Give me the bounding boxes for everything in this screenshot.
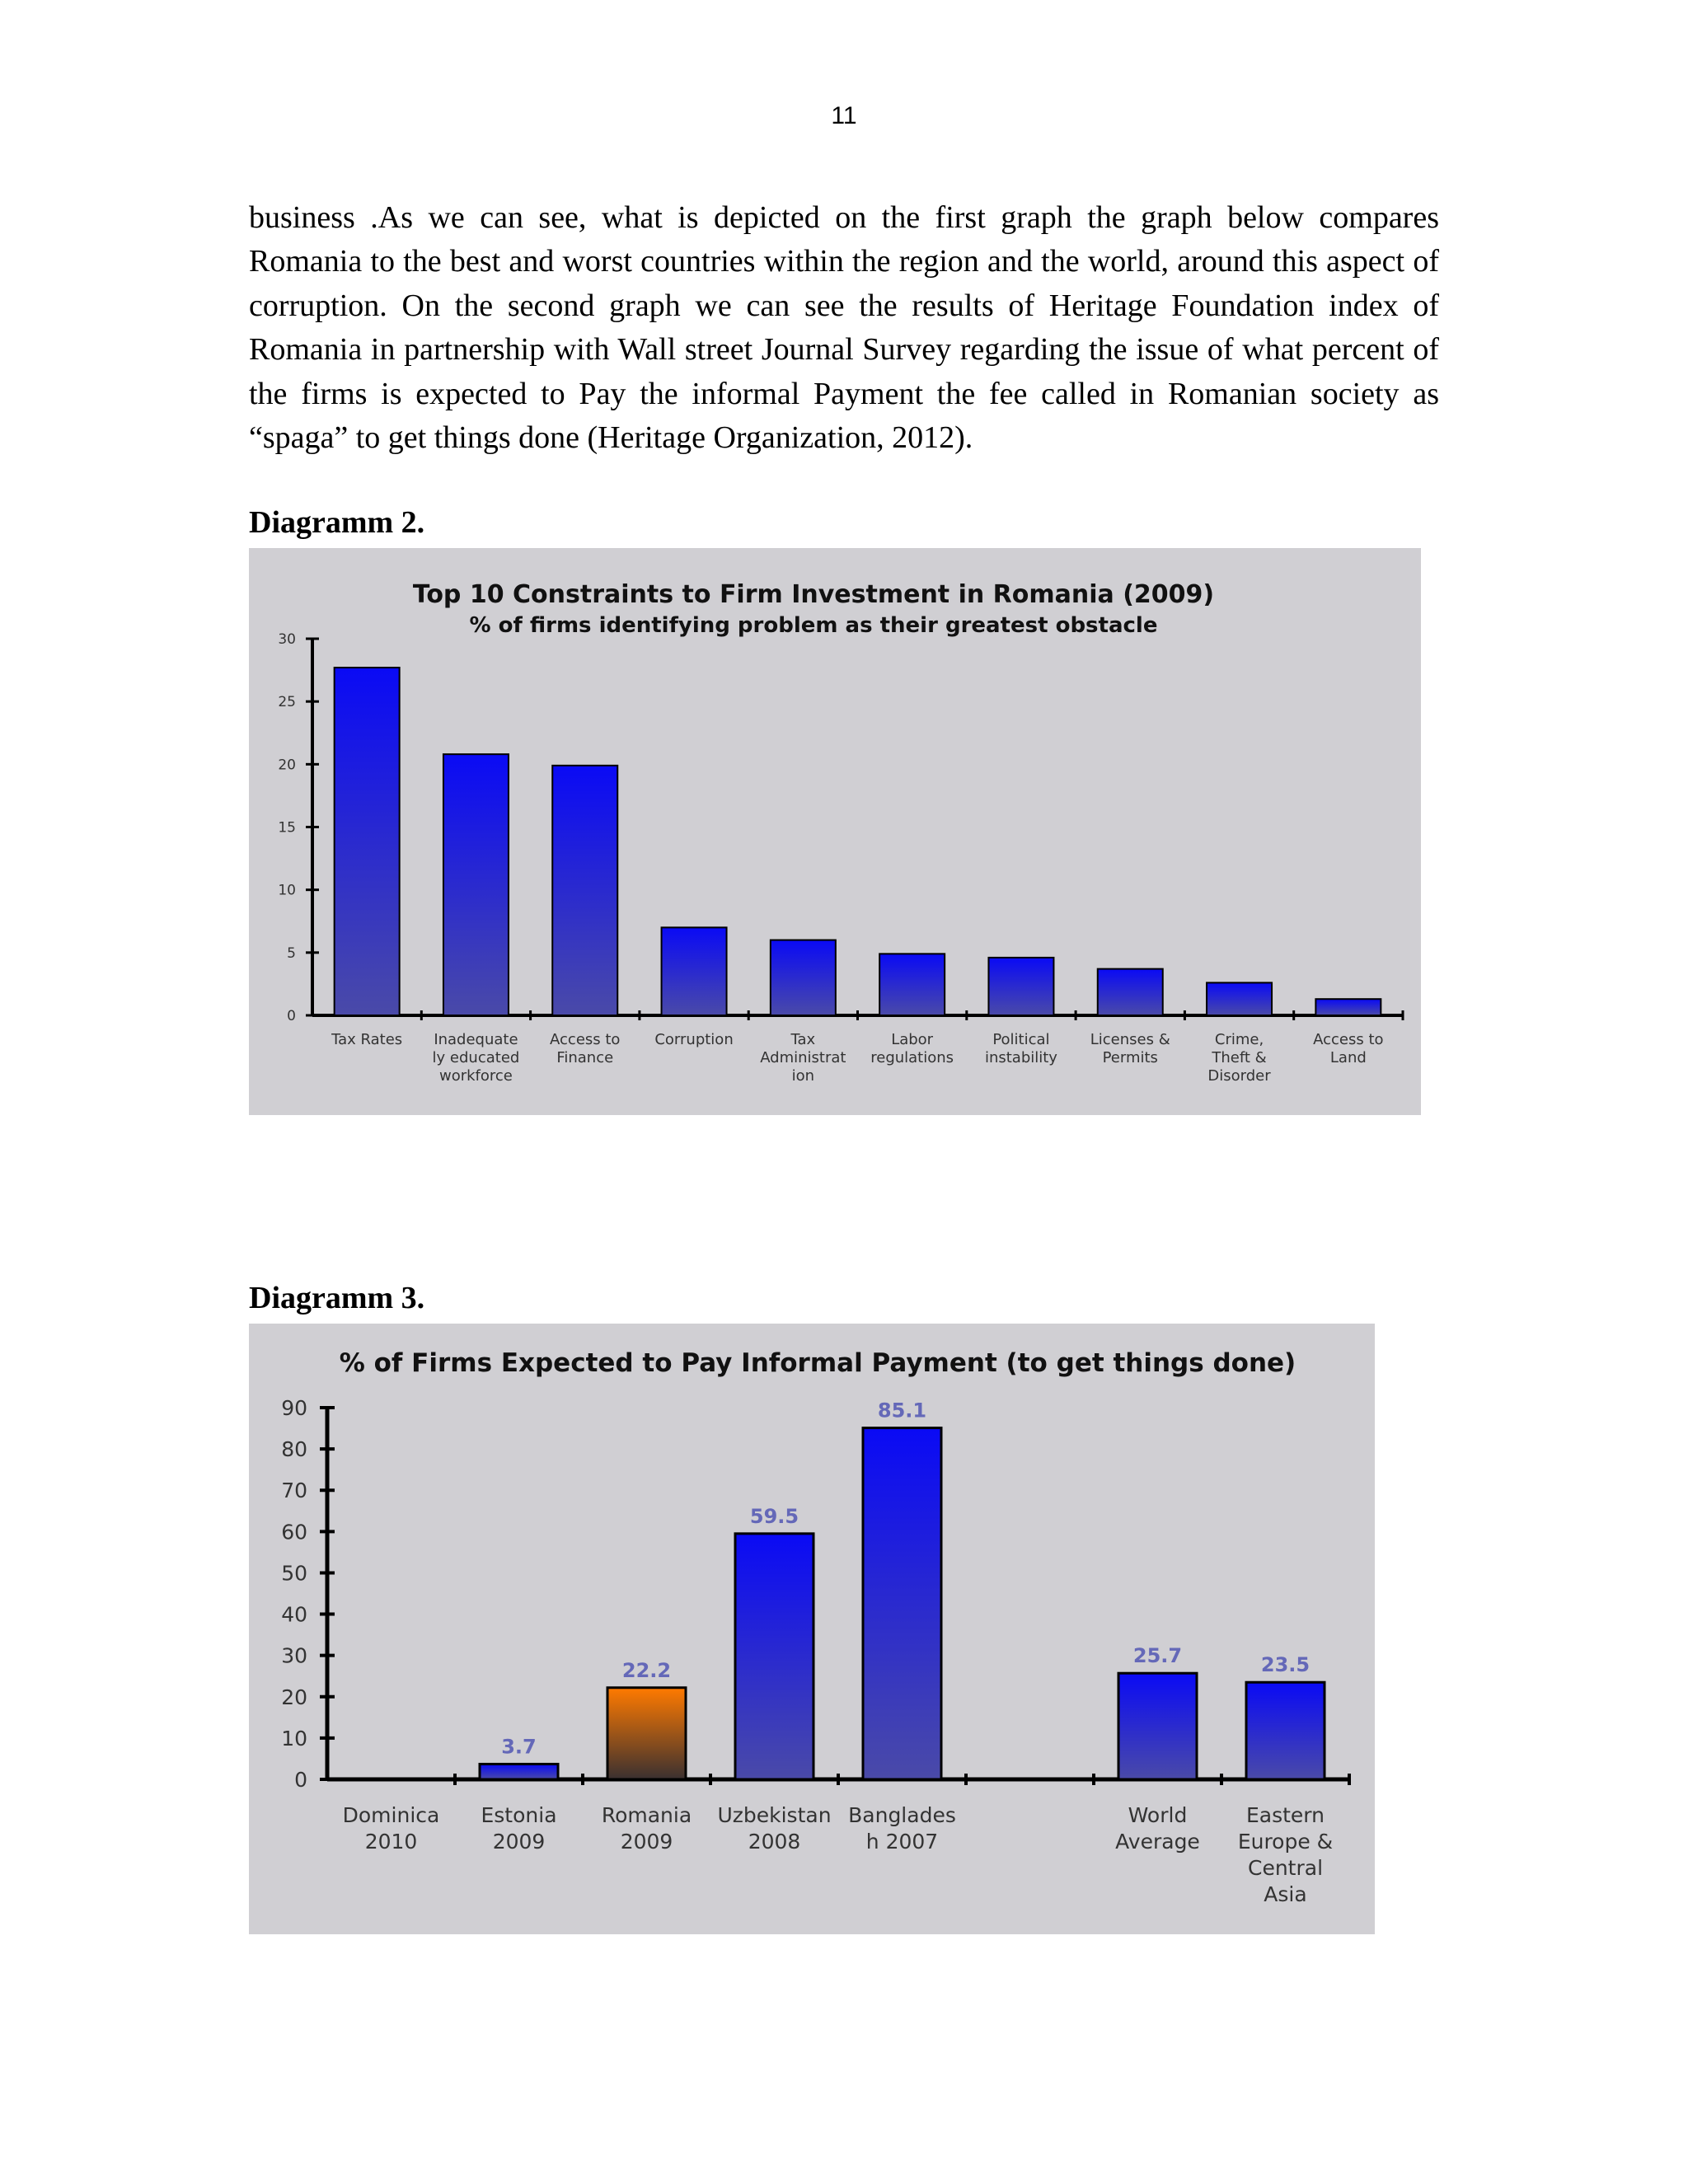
bar: [480, 1764, 558, 1779]
data-label: 23.5: [1260, 1653, 1311, 1677]
y-tick-label: 70: [281, 1479, 307, 1503]
bar: [335, 668, 400, 1015]
x-category-label: Uzbekistan: [717, 1803, 832, 1827]
x-category-label: Licenses &: [1090, 1031, 1170, 1048]
y-tick-label: 40: [281, 1602, 307, 1627]
bar: [443, 754, 509, 1015]
y-tick-label: 60: [281, 1520, 307, 1544]
x-category-label: Banglades: [848, 1803, 956, 1827]
bar: [607, 1688, 686, 1779]
y-tick-label: 20: [281, 1685, 307, 1709]
chart-title: Top 10 Constraints to Firm Investment in Romania (2009): [412, 580, 1215, 609]
x-category-label: Administrat: [760, 1049, 846, 1066]
y-tick-label: 10: [278, 882, 296, 899]
x-category-label: Dominica: [342, 1803, 440, 1827]
x-category-label: ion: [791, 1067, 815, 1085]
x-category-label: instability: [984, 1049, 1057, 1066]
y-tick-label: 20: [278, 757, 296, 774]
data-label: 22.2: [621, 1658, 672, 1682]
x-category-label: Theft &: [1212, 1049, 1267, 1066]
y-tick-label: 10: [281, 1726, 307, 1750]
x-category-label: 2008: [748, 1830, 801, 1854]
bar: [1246, 1682, 1325, 1779]
x-category-label: Estonia: [481, 1803, 557, 1827]
x-category-label: Crime,: [1214, 1031, 1264, 1048]
data-label: 59.5: [749, 1504, 799, 1528]
x-category-label: 2009: [620, 1830, 673, 1854]
data-label: 3.7: [501, 1735, 537, 1759]
x-category-label: Finance: [556, 1049, 614, 1066]
x-category-label: World: [1128, 1803, 1188, 1827]
x-category-label: Corruption: [654, 1031, 734, 1048]
bar: [879, 954, 945, 1015]
y-tick-label: 80: [281, 1437, 307, 1462]
chart-subtitle: % of firms identifying problem as their greatest obstacle: [469, 613, 1158, 638]
x-category-label: Tax Rates: [331, 1031, 403, 1048]
x-category-label: Access to: [1313, 1031, 1384, 1048]
x-category-label: h 2007: [865, 1830, 939, 1854]
x-category-label: Tax: [790, 1031, 816, 1048]
diagram-3-chart: [249, 1324, 1375, 1934]
x-category-label: Access to: [550, 1031, 621, 1048]
y-tick-label: 25: [278, 694, 296, 711]
y-tick-label: 0: [294, 1768, 307, 1792]
informal-payment-bar-chart: [249, 1324, 1375, 1934]
x-category-label: ly educated: [432, 1049, 520, 1066]
data-label: 85.1: [877, 1399, 927, 1422]
x-category-label: Labor: [891, 1031, 934, 1048]
x-category-label: Europe &: [1237, 1830, 1334, 1854]
x-category-label: Land: [1329, 1049, 1367, 1066]
bar: [771, 940, 836, 1015]
x-category-label: Romania: [601, 1803, 692, 1827]
x-category-label: Inadequate: [434, 1031, 518, 1048]
bar: [1098, 969, 1163, 1015]
x-category-label: Eastern: [1245, 1803, 1325, 1827]
y-tick-label: 30: [281, 1643, 307, 1668]
constraints-bar-chart: [249, 548, 1421, 1115]
x-category-label: 2009: [492, 1830, 546, 1854]
bar: [552, 766, 617, 1015]
x-category-label: Asia: [1264, 1882, 1307, 1906]
diagram-3-caption: Diagramm 3.: [249, 1281, 425, 1315]
y-tick-label: 15: [278, 819, 296, 837]
body-paragraph: business .As we can see, what is depicted on the first graph the graph below compares Romania to the best and worst countries within the region and the world, around this aspect of corruption. On the second graph we can see the results of Heritage Foundation index of Romania in partnership with Wall street Journal Survey regarding the issue of what percent of the firms is expected to Pay the informal Payment the fee called in Romanian society as “spaga” to get things done (Heritage Organization, 2012).: [249, 200, 1439, 456]
diagram-2-chart: [249, 548, 1421, 1115]
page-number: 11: [831, 102, 857, 129]
bar: [988, 958, 1053, 1015]
bar: [863, 1428, 941, 1779]
x-category-label: Permits: [1102, 1049, 1158, 1066]
y-tick-label: 0: [287, 1008, 296, 1024]
diagram-2-caption: Diagramm 2.: [249, 505, 425, 540]
x-category-label: Average: [1115, 1830, 1200, 1854]
y-tick-label: 90: [281, 1396, 307, 1420]
y-tick-label: 5: [287, 944, 296, 962]
x-category-label: regulations: [870, 1049, 954, 1066]
data-label: 25.7: [1132, 1644, 1183, 1668]
bar: [662, 927, 727, 1015]
x-category-label: Central: [1247, 1856, 1324, 1880]
x-category-label: Disorder: [1207, 1067, 1271, 1085]
x-category-label: workforce: [439, 1067, 513, 1085]
bar: [735, 1534, 814, 1779]
x-category-label: Political: [992, 1031, 1050, 1048]
chart-title: % of Firms Expected to Pay Informal Payment (to get things done): [339, 1348, 1296, 1378]
x-category-label: 2010: [364, 1830, 418, 1854]
y-tick-label: 30: [278, 631, 296, 648]
bar: [1315, 999, 1381, 1015]
bar: [1118, 1673, 1197, 1779]
bar: [1207, 982, 1272, 1015]
y-tick-label: 50: [281, 1561, 307, 1586]
